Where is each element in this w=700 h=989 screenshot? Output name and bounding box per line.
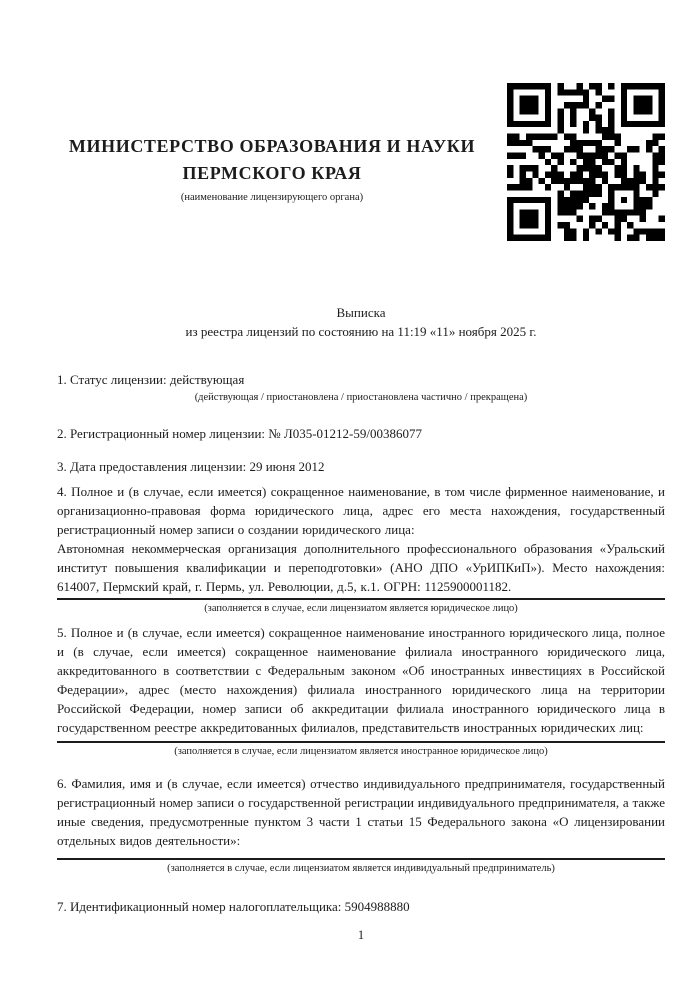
- item-taxpayer-number: [57, 897, 665, 916]
- document-title: [57, 303, 665, 341]
- license-status-text: 1. Статус лицензии: действующая: [57, 372, 245, 387]
- licensing-authority-block: [57, 83, 487, 204]
- entrepreneur-caption: (заполняется в случае, если лицензиатом является индивидуальный предприниматель): [167, 863, 555, 874]
- foreign-entity-caption: (заполняется в случае, если лицензиатом является иностранное юридическое лицо): [174, 746, 548, 757]
- registration-number-text: 2. Регистрационный номер лицензии: № Л035-01212-59/00386077: [57, 426, 423, 441]
- qr-code-icon: [507, 83, 665, 241]
- legal-entity-value: Автономная некоммерческая организация дополнительного профессионального образования «Уральский институт повышения квалификации и переподготовки» (АНО ДПО «УрИПКиП»). Место нахождения: 614007, Пермский край, г. Пермь, ул. Революции, д.5, к.1. ОГРН: 1125900001182.: [57, 541, 665, 594]
- foreign-entity-label: 5. Полное и (в случае, если имеется) сокращенное наименование иностранного юридического лица, полное и (в случае, если имеется) сокращенное наименование филиала иностранного юридического лица, аккредитованного в соответствии с Федеральным законом «Об иностранных инвестициях в Российской Федерации», адрес (место нахождения) филиала иностранного юридического лица на территории Российской Федерации, номер записи об аккредитации филиала иностранного юридического лица в государственном реестре аккредитованных филиалов, представительств иностранных юридических лиц:: [57, 625, 665, 735]
- item-registration-number: [57, 424, 665, 443]
- item-grant-date: [57, 457, 665, 476]
- fill-line: [57, 598, 665, 600]
- grant-date-text: 3. Дата предоставления лицензии: 29 июня 2012: [57, 459, 325, 474]
- item-foreign-entity-info: [57, 623, 665, 758]
- ministry-name-line2: ПЕРМСКОГО КРАЯ: [182, 163, 362, 183]
- entrepreneur-label: 6. Фамилия, имя и (в случае, если имеется) отчество индивидуального предпринимателя, государственный регистрационный номер записи о государственной регистрации индивидуального предпринимателя, а также иные сведения, предусмотренные пунктом 3 части 1 статьи 15 Федерального закона «О лицензировании отдельных видов деятельности»:: [57, 776, 665, 848]
- item-license-status: [57, 370, 665, 404]
- item-legal-entity-info: [57, 482, 665, 615]
- taxpayer-number-text: 7. Идентификационный номер налогоплательщика: 5904988880: [57, 899, 410, 914]
- status-options-caption: (действующая / приостановлена / приостановлена частично / прекращена): [194, 392, 528, 403]
- page-number: 1: [357, 928, 365, 942]
- document-title-line1: Выписка: [336, 305, 386, 320]
- legal-entity-label: 4. Полное и (в случае, если имеется) сокращенное наименование, в том числе фирменное наименование, и организационно-правовая форма юридического лица, адрес его места нахождения, государственный регистрационный номер записи о создании юридического лица:: [57, 484, 665, 537]
- item-entrepreneur-info: [57, 774, 665, 875]
- document-title-line2: из реестра лицензий по состоянию на 11:19 «11» ноября 2025 г.: [185, 324, 537, 339]
- legal-entity-caption: (заполняется в случае, если лицензиатом является юридическое лицо): [204, 603, 518, 614]
- fill-line: [57, 741, 665, 743]
- document-header: [57, 83, 665, 241]
- licensing-authority-caption: (наименование лицензирующего органа): [180, 192, 364, 203]
- ministry-name-line1: МИНИСТЕРСТВО ОБРАЗОВАНИЯ И НАУКИ: [68, 136, 476, 156]
- fill-line: [57, 858, 665, 860]
